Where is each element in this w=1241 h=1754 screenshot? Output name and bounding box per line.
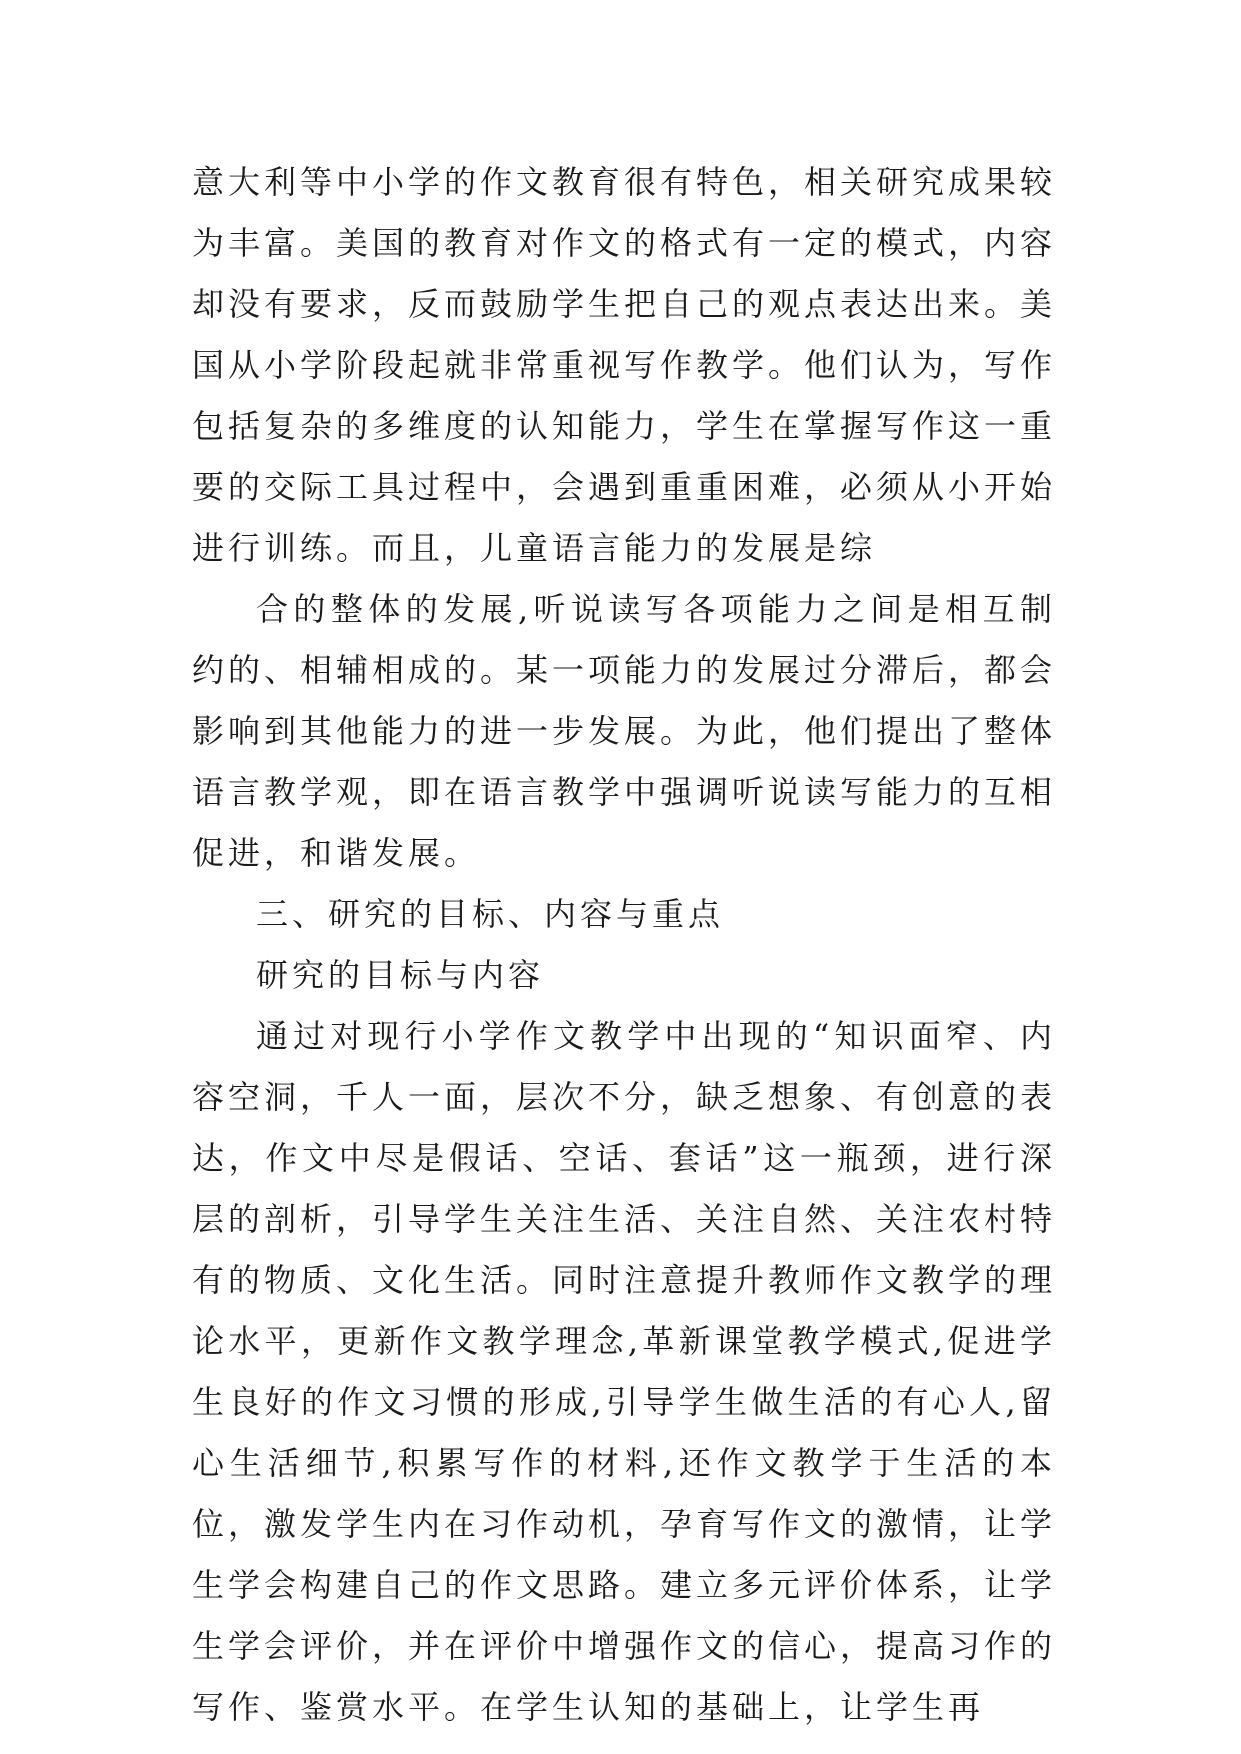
subsection-heading-goals-content: 研究的目标与内容 <box>256 956 545 994</box>
document-body <box>192 152 1056 1738</box>
paragraph-integrated-development: 合的整体的发展,听说读写各项能力之间是相互制约的、相辅相成的。某一项能力的发展过分滞后，都会影响到其他能力的进一步发展。为此，他们提出了整体语言教学观，即在语言教学中强调听说读写能力的互相促进，和谐发展。 <box>192 590 1057 872</box>
section-heading-goals: 三、研究的目标、内容与重点 <box>256 895 725 933</box>
paragraph-foreign-research: 意大利等中小学的作文教育很有特色，相关研究成果较为丰富。美国的教育对作文的格式有一定的模式，内容却没有要求，反而鼓励学生把自己的观点表达出来。美国从小学阶段起就非常重视写作教学。他们认为，写作包括复杂的多维度的认知能力，学生在掌握写作这一重要的交际工具过程中，会遇到重重困难，必须从小开始进行训练。而且，儿童语言能力的发展是综 <box>192 163 1057 567</box>
paragraph-research-goals: 通过对现行小学作文教学中出现的“知识面窄、内容空洞，千人一面，层次不分，缺乏想象、有创意的表达，作文中尽是假话、空话、套话”这一瓶颈，进行深层的剖析，引导学生关注生活、关注自然、关注农村特有的物质、文化生活。同时注意提升教师作文教学的理论水平，更新作文教学理念,革新课堂教学模式,促进学生良好的作文习惯的形成,引导学生做生活的有心人,留心生活细节,积累写作的材料,还作文教学于生活的本位，激发学生内在习作动机，孕育写作文的激情，让学生学会构建自己的作文思路。建立多元评价体系，让学生学会评价，并在评价中增强作文的信心，提高习作的写作、鉴赏水平。在学生认知的基础上，让学生再 <box>192 1017 1057 1726</box>
